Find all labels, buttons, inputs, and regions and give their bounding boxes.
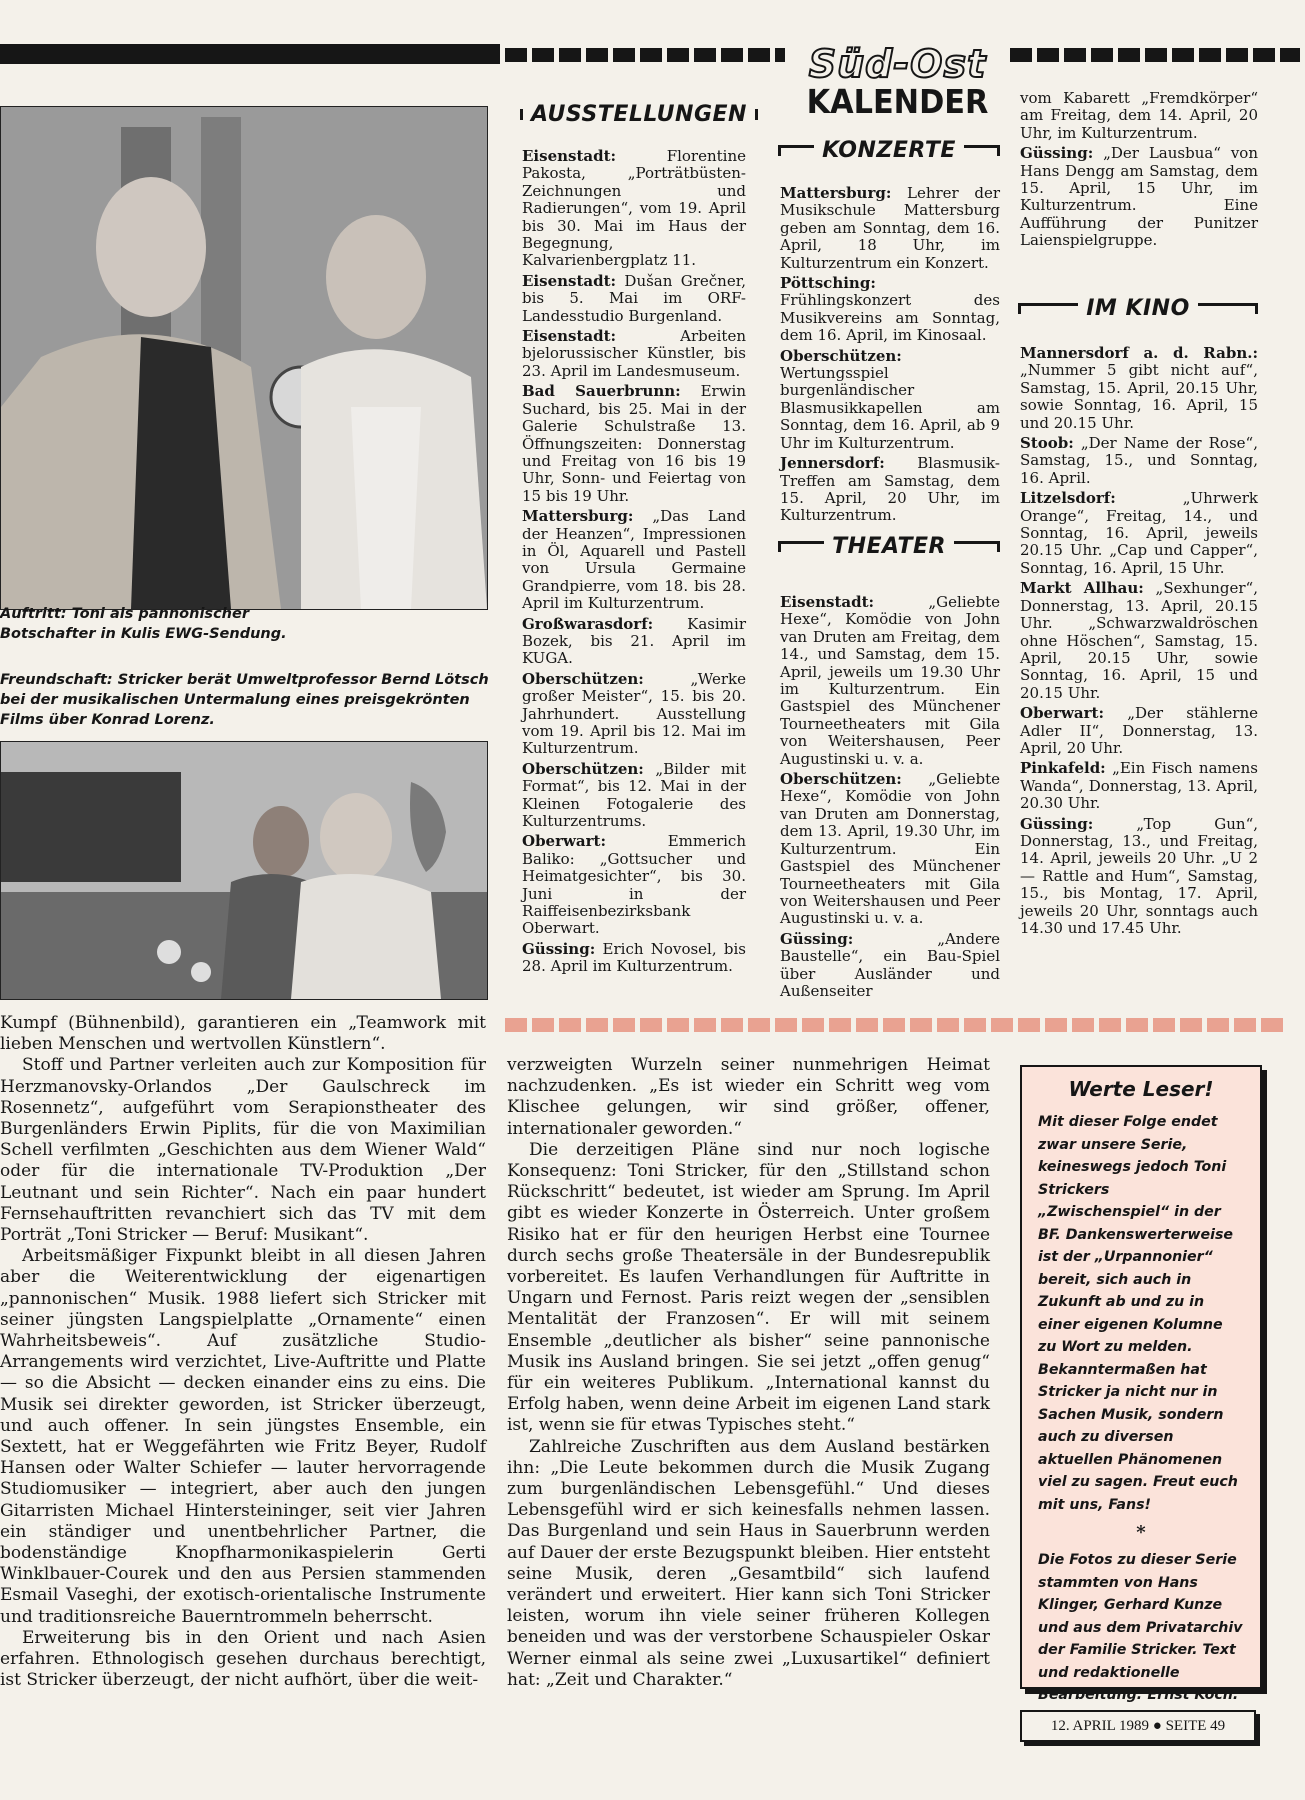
listing-text: Florentine Pakosta, „Porträtbüsten-Zeichnungen und Radierungen“, vom 19. April bis 30. Mai im Haus der Begegnung, Kalvarienbergplatz 11. xyxy=(522,147,746,270)
listing-place: Mattersburg: xyxy=(780,184,892,202)
listing-entry xyxy=(522,616,746,668)
listing-text: „Top Gun“, Donnerstag, 13., und Freitag, 14. April, jeweils 20 Uhr. „U 2 — Rattle and Hum“, Samstag, 15., bis Montag, 17. April, jeweils 20 Uhr, sonntags auch 14.30 und 17.45 Uhr. xyxy=(1020,814,1258,937)
listing-entry xyxy=(1020,145,1258,249)
listing-place: Güssing: xyxy=(1020,144,1094,163)
photo-freundschaft xyxy=(0,741,488,1000)
listing-place: Mattersburg: xyxy=(522,507,634,526)
box-title: Werte Leser! xyxy=(1068,1077,1214,1101)
kino-list xyxy=(1020,345,1258,940)
werte-leser-box xyxy=(1020,1065,1262,1703)
listing-place: Stoob: xyxy=(1020,434,1074,453)
section-line xyxy=(1198,303,1258,314)
listing-text: „Andere Baustelle“, ein Bau-Spiel über Ausländer und Außenseiter xyxy=(780,929,1000,1000)
theater-cont-list xyxy=(1020,90,1258,253)
article-paragraph: Erweiterung bis in den Orient und nach Asien erfahren. Ethnologisch gesehen durchaus berechtigt, ist Stricker überzeugt, der nicht aufhört, über die weit- xyxy=(0,1627,486,1691)
listing-place: Jennersdorf: xyxy=(780,454,885,473)
listing-entry xyxy=(522,833,746,937)
listing-entry xyxy=(780,185,1000,272)
box-star: * xyxy=(1136,1522,1146,1543)
listing-text: Lehrer der Musikschule Mattersburg geben am Sonntag, dem 16. April, 18 Uhr, im Kulturzentrum ein Konzert. xyxy=(780,184,1000,272)
listing-entry xyxy=(522,671,746,758)
listing-text: Erwin Suchard, bis 25. Mai in der Galerie Schulstraße 13. Öffnungszeiten: Donnerstag und Freitag von 16 bis 19 Uhr, Sonn- und Feiertag von 15 bis 19 Uhr. xyxy=(522,382,746,505)
listing-entry xyxy=(522,383,746,505)
caption-auftritt: Auftritt: Toni als pannonischer Botschafter in Kulis EWG-Sendung. xyxy=(0,606,287,642)
section-line xyxy=(954,541,1000,552)
listing-entry xyxy=(522,508,746,612)
section-ausstellungen xyxy=(520,102,746,127)
listing-text: „Geliebte Hexe“, Komödie von John van Druten am Freitag, dem 14., und Samstag, dem 15. April, jeweils um 19.30 Uhr im Kulturzentrum. Ein Gastspiel des Münchener Tourneetheaters mit Gila von Weitershausen, Peer Augustinski u. v. a. xyxy=(780,593,1000,768)
article-paragraph: Zahlreiche Zuschriften aus dem Ausland bestärken ihn: „Die Leute bekommen durch die Musik Zugang zum burgenländischen Lebensgefühl.“ Und dieses Lebensgefühl wird er sich keinesfalls nehmen lassen. Das Burgenland und sein Haus in Sauerbrunn werden auf Dauer der erste Bezugspunkt bleiben. Hier entsteht seine Musik, deren „Gesamtbild“ sich laufend verändert und erweitert. Hier kann sich Toni Stricker leisten, worum ihn viele seiner früheren Kollegen beneiden und was der verstorbene Schauspieler Oskar Werner einmal als seine zwei „Luxusartikel“ definiert hat: „Zeit und Charakter.“ xyxy=(507,1436,990,1690)
listing-entry xyxy=(1020,345,1258,432)
listing-place: Oberwart: xyxy=(522,832,607,851)
listing-text: „Ein Fisch namens Wanda“, Donnerstag, 13. April, 20.30 Uhr. xyxy=(1020,759,1258,813)
listing-entry xyxy=(1020,760,1258,812)
ausstellungen-list xyxy=(522,148,746,979)
listing-text: „Uhrwerk Orange“, Freitag, 14., und Sonntag, 16. April, jeweils 20.15 Uhr. „Cap und Capper“, Sonntag, 16. April, 15 Uhr. xyxy=(1020,489,1258,577)
listing-text: Erich Novosel, bis 28. April im Kulturzentrum. xyxy=(522,939,746,976)
caption-freundschaft: Freundschaft: Stricker berät Umweltprofessor Bernd Lötsch bei der musikalischen Untermalung eines preisgekrönten Films über Konrad Lorenz. xyxy=(0,672,489,728)
article-paragraph: Arbeitsmäßiger Fixpunkt bleibt in all diesen Jahren aber die Weiterentwicklung der eigenartigen „pannonischen“ Musik. 1988 liefert sich Stricker mit seiner jüngsten Langspielplatte „Ornamente“ einen Wahrheitsbeweis“. Auf zusätzliche Studio-Arrangements wird verzichtet, Live-Auftritte und Platte — so die Absicht — decken einander eins zu eins. Die Musik sei direkter geworden, ist Stricker überzeugt, und auch offener. In sein jüngstes Ensemble, ein Sextett, hat er Weggefährten wie Fritz Beyer, Rudolf Hansen oder Walter Schiefer — lauter hervorragende Studiomusiker — integriert, aber auch den jungen Gitarristen Michael Hintersteininger, seit vier Jahren ein ständiger und unentbehrlicher Partner, die bodenständige Knopfharmonikaspielerin Gerti Winklbauer-Courek und den aus Persien stammenden Esmail Vaseghi, der exotisch-orientalische Instrumente und traditionsreiche Bauerntrommeln beherrscht. xyxy=(0,1246,486,1627)
listing-text: Emmerich Baliko: „Gottsucher und Heimatgesichter“, bis 30. Juni in der Raiffeisenbezirksbank Oberwart. xyxy=(522,832,746,938)
listing-text: vom Kabarett „Fremdkörper“ am Freitag, dem 14. April, 20 Uhr, im Kulturzentrum. xyxy=(1020,89,1258,142)
listing-entry xyxy=(780,771,1000,928)
listing-place: Großwarasdorf: xyxy=(522,614,654,633)
article-paragraph: Kumpf (Bühnenbild), garantieren ein „Teamwork mit lieben Menschen und wertvollen Künstlern“. xyxy=(0,1013,486,1055)
article-separator xyxy=(505,1018,1285,1032)
listing-text: „Bilder mit Format“, bis 12. Mai in der Kleinen Fotogalerie des Kulturzentrums. xyxy=(522,759,746,831)
listing-place: Oberschützen: xyxy=(522,669,644,688)
box-credits: Die Fotos zu dieser Serie stammten von Hans Klinger, Gerhard Kunze und aus dem Privatarchiv der Familie Stricker. Text und redaktionelle Bearbeitung: Ernst Koch. xyxy=(1038,1552,1243,1703)
footer-date-page-text: 12. APRIL 1989 ● SEITE 49 xyxy=(1050,1718,1226,1734)
listing-entry xyxy=(1020,816,1258,938)
listing-text: Arbeiten bjelorussischer Künstler, bis 23. April im Landesmuseum. xyxy=(522,327,746,380)
kalender-logo xyxy=(790,44,1005,134)
listing-text: „Der stählerne Adler II“, Donnerstag, 13. April, 20 Uhr. xyxy=(1020,704,1258,757)
listing-text: „Das Land der Heanzen“, Impressionen in Öl, Aquarell und Pastell von Ursula Germaine Grandpierre, vom 18. bis 28. April im Kulturzentrum. xyxy=(522,507,746,613)
section-line xyxy=(1018,303,1078,314)
listing-place: Oberschützen: xyxy=(780,770,902,789)
listing-entry xyxy=(780,931,1000,1001)
listing-text: Dušan Grečner, bis 5. Mai im ORF-Landesstudio Burgenland. xyxy=(522,271,746,325)
listing-entry xyxy=(522,148,746,270)
listing-entry xyxy=(522,761,746,831)
listing-entry xyxy=(1020,705,1258,757)
listing-entry xyxy=(522,328,746,380)
listing-place: Oberschützen: xyxy=(522,759,644,778)
article-paragraph: Stoff und Partner verleiten auch zur Komposition für Herzmanovsky-Orlandos „Der Gaulschreck im Rosennetz“, aufgeführt vom Serapionstheater des Burgenländers Erwin Piplits, für die von Maximilian Schell verfilmten „Geschichten aus dem Wiener Wald“ oder für die internationale TV-Produktion „Der Leutnant und sein Richter“. Nach ein paar hundert Fernsehauftritten revanchiert sich das TV mit dem Porträt „Toni Stricker — Beruf: Musikant“. xyxy=(0,1055,486,1246)
photo-freundschaft-illustration xyxy=(1,742,487,999)
section-line xyxy=(520,109,523,120)
listing-entry xyxy=(780,594,1000,768)
listing-text: Kasimir Bozek, bis 21. April im KUGA. xyxy=(522,614,746,668)
photo-auftritt xyxy=(0,106,488,610)
listing-text: „Der Name der Rose“, Samstag, 15., und Sonntag, 16. April. xyxy=(1020,434,1258,487)
box-body: Mit dieser Folge endet zwar unsere Serie, keineswegs jedoch Toni Strickers „Zwischenspiel“ in der BF. Dankenswerterweise ist der „Urpannonier“ bereit, sich auch in Zukunft ab und zu in einer eigenen Kolumne zu Wort zu melden. Bekanntermaßen hat Stricker ja nicht nur in Sachen Musik, sondern auch zu diversen aktuellen Phänomenen viel zu sagen. Freut euch mit uns, Fans! xyxy=(1038,1114,1238,1513)
listing-text: „Sexhunger“, Donnerstag, 13. April, 20.15 Uhr. „Schwarzwaldröschen ohne Höschen“, Samstag, 15. April, 20.15 Uhr, sowie Sonntag, 16. April, 15 und 20.15 Uhr. xyxy=(1020,579,1258,702)
listing-place: Eisenstadt: xyxy=(522,327,617,346)
section-theater-title: THEATER xyxy=(832,534,946,559)
section-theater xyxy=(778,534,1000,559)
top-dashed-rule-left xyxy=(505,48,785,62)
listing-place: Pöttsching: xyxy=(780,274,876,293)
listing-entry xyxy=(522,941,746,976)
listing-entry xyxy=(780,348,1000,452)
listing-entry xyxy=(522,273,746,325)
top-solid-rule xyxy=(0,44,500,64)
listing-text: „Der Lausbua“ von Hans Dengg am Samstag, dem 15. April, 15 Uhr, im Kulturzentrum. Eine Aufführung der Punitzer Laienspielgruppe. xyxy=(1020,144,1258,250)
article-paragraph: Die derzeitigen Pläne sind nur noch logische Konsequenz: Toni Stricker, für den „Stillstand schon Rückschritt“ bedeutet, ist wieder am Sprung. Im April gibt es wieder Konzerte in Österreich. Unter großem Risiko hat er für den heurigen Herbst eine Tournee durch sechs große Theatersäle in der Bundesrepublik vorbereitet. Es laufen Verhandlungen für Auftritte in Ungarn und Fernost. Paris reizt wegen der „sensiblen Mentalität der Franzosen“. Er will mit seinem Ensemble „deutlicher als bisher“ seine pannonische Musik ins Ausland bringen. Sie sei jetzt „offen genug“ für ein weiteres Publikum. „International kannst du Erfolg haben, wenn deine Arbeit im eigenen Land stark ist, wenn sie für etwas Typisches steht.“ xyxy=(507,1139,990,1436)
listing-place: Eisenstadt: xyxy=(780,593,875,611)
listing-entry xyxy=(780,455,1000,525)
listing-text: „Werke großer Meister“, 15. bis 20. Jahrhundert. Ausstellung vom 19. April bis 12. Mai im Kulturzentrum. xyxy=(522,669,746,758)
section-konzerte-title: KONZERTE xyxy=(822,138,956,163)
article-paragraph: verzweigten Wurzeln seiner nunmehrigen Heimat nachzudenken. „Es ist wieder ein Schritt weg vom Klischee gelungen, wir sind größer, offener, internationaler geworden.“ xyxy=(507,1055,990,1139)
article-column-2 xyxy=(507,1055,990,1691)
photo-auftritt-illustration xyxy=(1,107,487,609)
listing-place: Markt Allhau: xyxy=(1020,579,1144,598)
listing-place: Oberschützen: xyxy=(780,346,902,365)
section-line xyxy=(778,145,814,156)
listing-text: „Geliebte Hexe“, Komödie von John van Druten am Donnerstag, dem 13. April, 19.30 Uhr, im Kulturzentrum. Ein Gastspiel des Münchener Tourneetheaters mit Gila von Weitershausen und Peer Augustinski u. v. a. xyxy=(780,770,1000,928)
listing-place: Pinkafeld: xyxy=(1020,759,1106,778)
listing-text: „Nummer 5 gibt nicht auf“, Samstag, 15. April, 20.15 Uhr, sowie Sonntag, 16. April, 15 und 20.15 Uhr. xyxy=(1020,361,1258,432)
listing-place: Güssing: xyxy=(1020,814,1094,833)
listing-text: Frühlingskonzert des Musikvereins am Sonntag, dem 16. April, im Kinosaal. xyxy=(780,291,1000,345)
section-ausstellungen-title: AUSSTELLUNGEN xyxy=(531,102,747,127)
logo-line1: Süd-Ost xyxy=(808,42,987,86)
article-column-1 xyxy=(0,1013,486,1692)
section-konzerte xyxy=(778,138,1000,163)
konzerte-list xyxy=(780,185,1000,528)
listing-place: Güssing: xyxy=(522,939,596,958)
listing-place: Eisenstadt: xyxy=(522,271,617,290)
listing-place: Oberwart: xyxy=(1020,704,1105,723)
section-line xyxy=(964,145,1000,156)
section-kino xyxy=(1018,296,1258,321)
section-kino-title: IM KINO xyxy=(1086,296,1190,321)
footer-date-page xyxy=(1020,1710,1256,1742)
listing-place: Güssing: xyxy=(780,929,854,948)
listing-entry xyxy=(1020,435,1258,487)
top-dashed-rule-right xyxy=(1010,48,1300,62)
section-line xyxy=(778,541,824,552)
listing-text: Wertungsspiel burgenländischer Blasmusikkapellen am Sonntag, dem 16. April, ab 9 Uhr im Kulturzentrum. xyxy=(780,364,1000,452)
logo-line2: KALENDER xyxy=(806,82,989,121)
listing-place: Mannersdorf a. d. Rabn.: xyxy=(1020,344,1258,362)
listing-text: Blasmusik-Treffen am Samstag, dem 15. April, 20 Uhr, im Kulturzentrum. xyxy=(780,454,1000,525)
listing-place: Eisenstadt: xyxy=(522,147,617,165)
theater-list xyxy=(780,594,1000,1003)
section-line xyxy=(755,109,758,120)
listing-entry xyxy=(1020,580,1258,702)
listing-entry xyxy=(1020,90,1258,142)
listing-place: Litzelsdorf: xyxy=(1020,489,1116,508)
listing-entry xyxy=(780,275,1000,345)
listing-place: Bad Sauerbrunn: xyxy=(522,382,681,401)
listing-entry xyxy=(1020,490,1258,577)
